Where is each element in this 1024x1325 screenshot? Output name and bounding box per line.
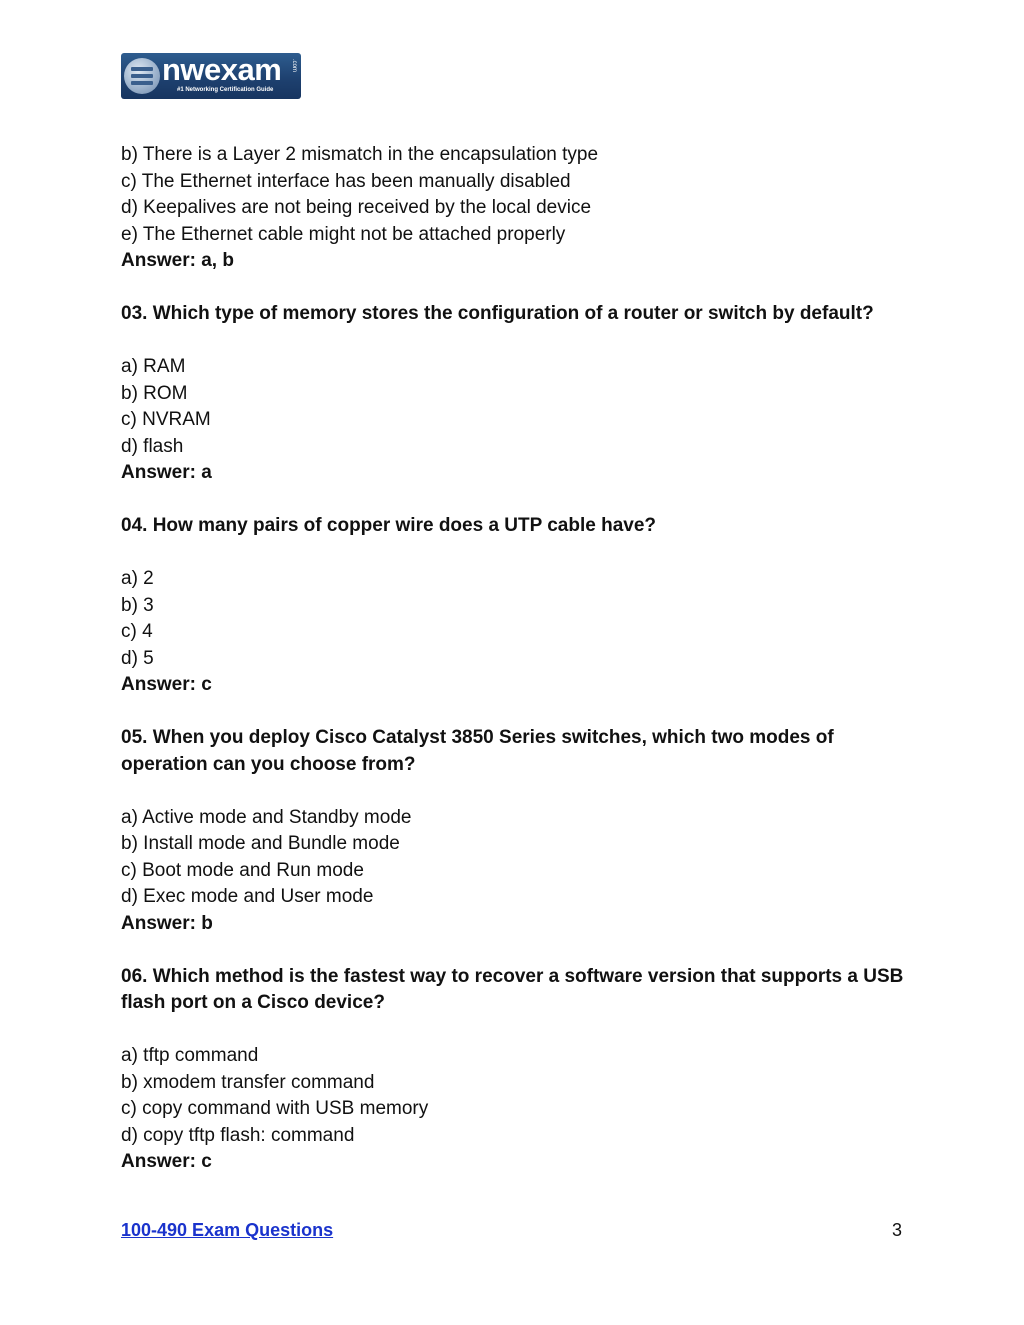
option-a: a) 2 [121,568,154,589]
answer: Answer: c [121,674,212,695]
option-c: c) 4 [121,621,153,642]
option-a: a) RAM [121,356,186,377]
option-d: d) copy tftp flash: command [121,1124,355,1146]
option-d: d) Exec mode and User mode [121,886,374,907]
exam-questions-link[interactable]: 100-490 Exam Questions [121,1220,334,1240]
nwexam-logo [121,53,301,99]
option-d: d) 5 [121,647,154,669]
answer: Answer: b [121,912,213,934]
answer: Answer: a [121,462,212,483]
logo-tagline: #1 Networking Certification Guide [177,87,274,93]
question-04 [121,513,911,699]
option-e: e) The Ethernet cable might not be attached properly [121,223,566,245]
server-stack-icon [124,58,160,94]
question-text: 06. Which method is the fastest way to recover a software version that supports a USB flash port on a Cisco device? [121,965,904,1013]
option-b: b) ROM [121,382,188,404]
option-a: a) Active mode and Standby mode [121,806,412,828]
answer: Answer: c [121,1151,212,1172]
question-text: 05. When you deploy Cisco Catalyst 3850 Series switches, which two modes of operation can you choose from? [121,727,834,775]
exam-content [121,142,911,1176]
option-b: b) Install mode and Bundle mode [121,833,400,854]
option-b: b) 3 [121,594,154,616]
logo-com: .com [291,59,297,73]
option-d: d) Keepalives are not being received by the local device [121,197,592,218]
logo-wordmark: nwexam [162,53,282,87]
option-c: c) copy command with USB memory [121,1098,429,1119]
option-a: a) tftp command [121,1045,259,1066]
option-d: d) flash [121,435,184,457]
option-c: c) Boot mode and Run mode [121,859,364,881]
question-03 [121,301,911,487]
question-05 [121,725,911,937]
page-number: 3 [892,1220,903,1240]
option-b: b) There is a Layer 2 mismatch in the encapsulation type [121,144,599,165]
option-c: c) The Ethernet interface has been manually disabled [121,170,571,192]
answer: Answer: a, b [121,250,234,271]
question-text: 04. How many pairs of copper wire does a UTP cable have? [121,515,656,536]
option-b: b) xmodem transfer command [121,1071,375,1093]
question-02-tail [121,142,911,275]
option-c: c) NVRAM [121,409,211,430]
question-06 [121,964,911,1176]
question-text: 03. Which type of memory stores the configuration of a router or switch by default? [121,303,874,324]
